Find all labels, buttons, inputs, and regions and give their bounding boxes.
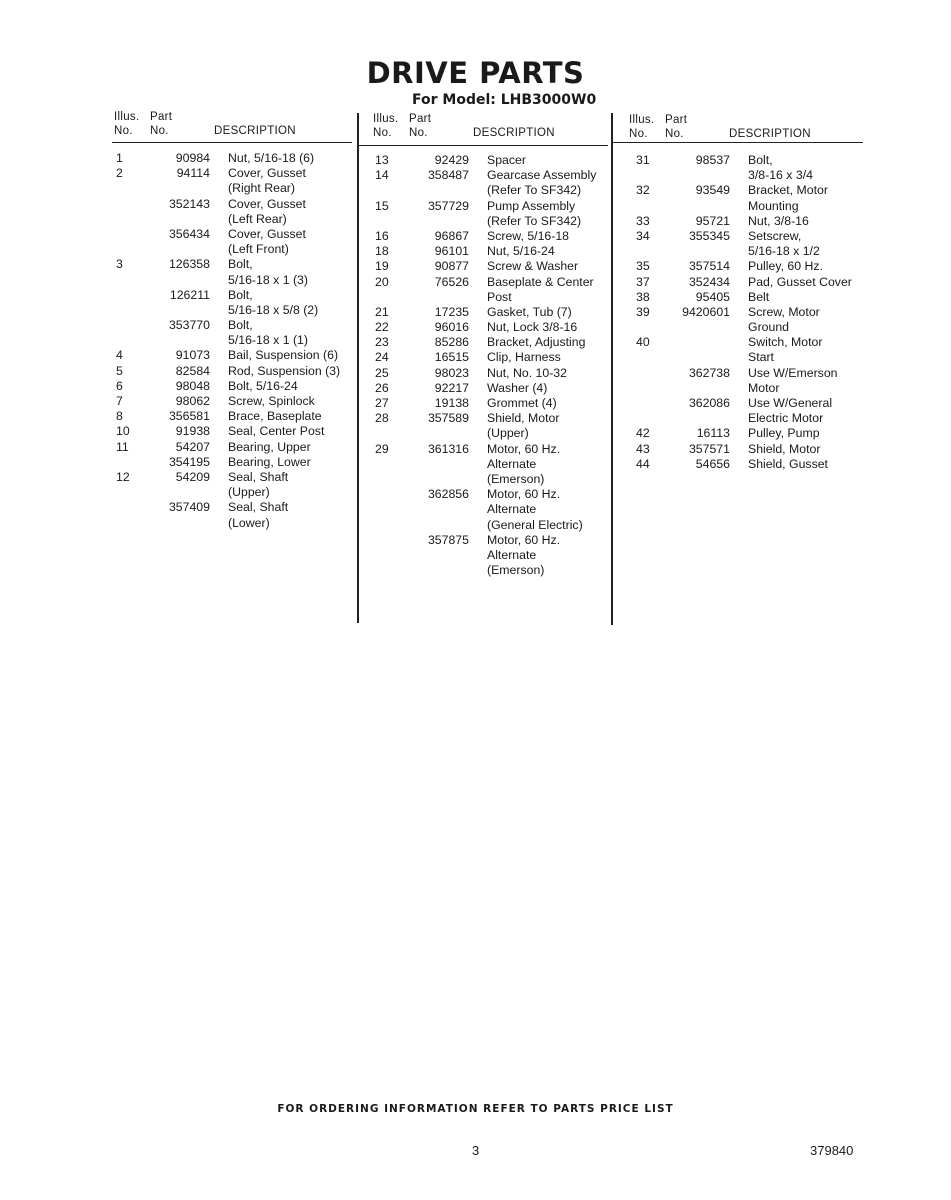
part-description: Cover, Gusset xyxy=(228,166,306,181)
document-number: 379840 xyxy=(810,1143,854,1158)
part-description: Screw, Motor xyxy=(748,304,820,319)
parts-row xyxy=(375,214,607,229)
parts-row xyxy=(636,396,864,411)
parts-row xyxy=(116,303,354,318)
parts-row xyxy=(116,181,354,196)
illus-number: 40 xyxy=(636,335,650,350)
part-description: Shield, Motor xyxy=(487,411,560,426)
header-no: No. xyxy=(629,128,648,140)
parts-row xyxy=(375,153,607,168)
illus-number: 3 xyxy=(116,257,123,272)
part-description: Post xyxy=(487,289,512,304)
illus-number: 11 xyxy=(116,439,129,454)
parts-row xyxy=(116,318,354,333)
illus-number: 8 xyxy=(116,409,123,424)
header-part: Part xyxy=(665,114,688,126)
parts-row xyxy=(636,153,864,168)
parts-row xyxy=(375,199,607,214)
parts-row xyxy=(375,168,607,183)
parts-row xyxy=(116,364,354,379)
part-description: (Refer To SF342) xyxy=(487,213,582,228)
part-description: Nut, 3/8-16 xyxy=(748,213,809,228)
part-description: (Upper) xyxy=(487,426,529,441)
parts-row xyxy=(375,381,607,396)
part-description: Bolt, xyxy=(228,257,253,272)
part-number: 90877 xyxy=(434,259,469,274)
parts-row xyxy=(116,440,354,455)
part-number: 358487 xyxy=(427,168,469,183)
parts-row xyxy=(116,166,354,181)
part-number: 362856 xyxy=(427,487,469,502)
parts-row xyxy=(636,259,864,274)
ordering-note: FOR ORDERING INFORMATION REFER TO PARTS PRICE LIST xyxy=(277,1103,674,1115)
illus-number: 24 xyxy=(375,350,389,365)
illus-number: 20 xyxy=(375,274,389,289)
illus-number: 22 xyxy=(375,320,389,335)
illus-number: 26 xyxy=(375,380,389,395)
parts-row xyxy=(375,275,607,290)
part-number: 126211 xyxy=(169,287,210,302)
parts-row xyxy=(636,290,864,305)
part-description: Screw & Washer xyxy=(487,259,579,274)
parts-column-1 xyxy=(116,151,354,531)
parts-row xyxy=(116,516,354,531)
part-number: 19138 xyxy=(434,396,469,410)
parts-row xyxy=(375,502,607,517)
parts-row xyxy=(116,394,354,409)
illus-number: 5 xyxy=(116,363,123,378)
parts-row xyxy=(116,455,354,470)
parts-row xyxy=(636,426,864,441)
parts-row xyxy=(636,381,864,396)
illus-number: 38 xyxy=(636,289,650,304)
part-number: 91073 xyxy=(175,348,210,363)
part-number: 96101 xyxy=(434,244,469,259)
part-description: Bail, Suspension (6) xyxy=(228,348,339,363)
parts-row xyxy=(375,335,607,350)
part-description: Seal, Shaft xyxy=(228,500,289,515)
header-part: Part xyxy=(150,111,173,123)
part-description: Bracket, Motor xyxy=(748,183,828,198)
illus-number: 43 xyxy=(636,441,650,456)
header-illus: Illus. xyxy=(373,113,399,125)
part-description: 3/8-16 x 3/4 xyxy=(748,168,813,183)
parts-row xyxy=(636,335,864,350)
parts-column-2 xyxy=(375,153,607,578)
part-description: Bolt, xyxy=(228,287,253,302)
part-description: (Left Rear) xyxy=(228,211,287,226)
part-number: 98048 xyxy=(175,378,210,393)
parts-row xyxy=(375,518,607,533)
illus-number: 27 xyxy=(375,396,389,410)
illus-number: 10 xyxy=(116,424,130,439)
part-number: 357409 xyxy=(168,500,210,515)
part-description: Pulley, 60 Hz. xyxy=(748,259,823,274)
part-number: 76526 xyxy=(434,274,469,289)
parts-row xyxy=(636,168,864,183)
part-description: Screw, Spinlock xyxy=(228,394,315,408)
illus-number: 29 xyxy=(375,441,389,456)
part-number: 354195 xyxy=(168,454,210,469)
part-description: Motor xyxy=(748,380,780,395)
header-divider xyxy=(358,145,608,146)
header-part: Part xyxy=(409,113,432,125)
parts-row xyxy=(375,229,607,244)
part-description: Nut, No. 10-32 xyxy=(487,365,567,380)
illus-number: 31 xyxy=(636,153,650,167)
page-title: DRIVE PARTS xyxy=(366,56,585,90)
part-description: Bracket, Adjusting xyxy=(487,335,586,350)
parts-row xyxy=(375,548,607,563)
part-description: Cover, Gusset xyxy=(228,196,306,211)
column-divider xyxy=(357,113,359,623)
parts-row xyxy=(636,214,864,229)
header-part-no: No. xyxy=(409,127,428,139)
parts-row xyxy=(375,411,607,426)
illus-number: 35 xyxy=(636,259,650,274)
parts-row xyxy=(636,199,864,214)
part-description: Nut, Lock 3/8-16 xyxy=(487,320,578,335)
illus-number: 44 xyxy=(636,456,650,471)
part-number: 353770 xyxy=(168,318,210,333)
parts-row xyxy=(375,366,607,381)
part-description: Use W/General xyxy=(748,396,833,410)
parts-row xyxy=(116,485,354,500)
part-number: 54209 xyxy=(175,469,210,484)
part-description: Mounting xyxy=(748,198,799,213)
part-description: Motor, 60 Hz. xyxy=(487,441,561,456)
part-description: Brace, Baseplate xyxy=(228,409,322,424)
parts-row xyxy=(375,472,607,487)
part-number: 362086 xyxy=(688,396,730,410)
part-number: 9420601 xyxy=(682,304,730,319)
part-description: Start xyxy=(748,350,774,365)
part-description: Bolt, xyxy=(748,153,773,167)
header-description: DESCRIPTION xyxy=(729,128,811,140)
parts-row xyxy=(375,350,607,365)
parts-row xyxy=(116,470,354,485)
part-description: Alternate xyxy=(487,456,537,471)
parts-row xyxy=(116,257,354,272)
part-number: 357875 xyxy=(427,532,469,547)
part-description: Motor, 60 Hz. xyxy=(487,487,561,502)
part-number: 357514 xyxy=(688,259,730,274)
parts-row xyxy=(116,242,354,257)
illus-number: 7 xyxy=(116,394,123,408)
part-number: 357729 xyxy=(427,198,469,213)
part-description: Gearcase Assembly xyxy=(487,168,597,183)
illus-number: 12 xyxy=(116,469,130,484)
parts-row xyxy=(375,396,607,411)
parts-row xyxy=(116,288,354,303)
parts-row xyxy=(375,320,607,335)
part-description: Ground xyxy=(748,320,790,335)
parts-row xyxy=(375,305,607,320)
part-description: Bearing, Upper xyxy=(228,439,311,454)
parts-row xyxy=(636,366,864,381)
part-description: (General Electric) xyxy=(487,517,583,532)
part-number: 93549 xyxy=(695,183,730,198)
part-description: Nut, 5/16-18 (6) xyxy=(228,151,315,165)
part-number: 362738 xyxy=(688,365,730,380)
header-description: DESCRIPTION xyxy=(473,127,555,139)
part-number: 357571 xyxy=(688,441,730,456)
part-description: Seal, Shaft xyxy=(228,469,289,484)
part-number: 96867 xyxy=(434,228,469,243)
parts-row xyxy=(116,379,354,394)
illus-number: 14 xyxy=(375,168,389,183)
part-number: 126358 xyxy=(168,257,210,272)
illus-number: 32 xyxy=(636,183,650,198)
illus-number: 37 xyxy=(636,274,650,289)
part-description: 5/16-18 x 1 (3) xyxy=(228,272,308,287)
header-illus: Illus. xyxy=(629,114,655,126)
page-number: 3 xyxy=(472,1143,480,1158)
part-number: 96016 xyxy=(434,320,469,335)
parts-row xyxy=(375,290,607,305)
header-divider xyxy=(112,142,352,143)
illus-number: 18 xyxy=(375,244,389,259)
header-part-no: No. xyxy=(150,125,169,137)
illus-number: 39 xyxy=(636,304,650,319)
part-description: 5/16-18 x 1 (1) xyxy=(228,333,308,348)
parts-row xyxy=(636,411,864,426)
part-description: (Emerson) xyxy=(487,471,545,486)
part-description: Alternate xyxy=(487,547,537,562)
part-number: 82584 xyxy=(175,363,210,378)
part-description: Shield, Motor xyxy=(748,441,821,456)
parts-row xyxy=(375,183,607,198)
illus-number: 15 xyxy=(375,198,389,213)
column-divider xyxy=(611,113,613,625)
illus-number: 28 xyxy=(375,411,389,426)
part-description: Bolt, xyxy=(228,318,253,333)
part-number: 17235 xyxy=(434,304,469,319)
part-description: Grommet (4) xyxy=(487,396,557,410)
part-description: (Refer To SF342) xyxy=(487,183,582,198)
parts-row xyxy=(116,227,354,242)
parts-row xyxy=(636,183,864,198)
part-number: 98023 xyxy=(434,365,469,380)
header-illus: Illus. xyxy=(114,111,140,123)
part-description: (Left Front) xyxy=(228,242,289,257)
parts-row xyxy=(116,409,354,424)
part-description: Bearing, Lower xyxy=(228,454,311,469)
part-description: Use W/Emerson xyxy=(748,365,838,380)
illus-number: 25 xyxy=(375,365,389,380)
illus-number: 34 xyxy=(636,228,650,243)
part-description: Spacer xyxy=(487,153,526,167)
illus-number: 42 xyxy=(636,426,650,441)
part-description: Seal, Center Post xyxy=(228,424,325,439)
part-description: Nut, 5/16-24 xyxy=(487,244,555,259)
part-number: 98537 xyxy=(695,153,730,167)
part-description: (Emerson) xyxy=(487,563,545,578)
part-description: (Right Rear) xyxy=(228,181,295,196)
part-number: 356581 xyxy=(168,409,210,424)
parts-row xyxy=(375,244,607,259)
part-description: Motor, 60 Hz. xyxy=(487,532,561,547)
illus-number: 23 xyxy=(375,335,389,350)
part-description: Cover, Gusset xyxy=(228,226,306,241)
parts-row xyxy=(116,333,354,348)
part-number: 54656 xyxy=(695,456,730,471)
header-divider xyxy=(612,142,863,143)
parts-row xyxy=(375,442,607,457)
parts-row xyxy=(116,197,354,212)
parts-row xyxy=(636,275,864,290)
parts-row xyxy=(375,487,607,502)
parts-row xyxy=(116,212,354,227)
parts-row xyxy=(116,424,354,439)
part-description: Pump Assembly xyxy=(487,198,576,213)
illus-number: 6 xyxy=(116,378,123,393)
parts-column-3 xyxy=(636,153,864,472)
part-description: Bolt, 5/16-24 xyxy=(228,378,298,393)
part-number: 91938 xyxy=(175,424,210,439)
part-number: 94114 xyxy=(176,166,210,181)
part-number: 356434 xyxy=(168,226,210,241)
parts-row xyxy=(375,259,607,274)
parts-row xyxy=(375,426,607,441)
illus-number: 16 xyxy=(375,228,389,243)
part-description: Washer (4) xyxy=(487,380,548,395)
parts-row xyxy=(636,244,864,259)
header-no: No. xyxy=(114,125,133,137)
parts-row xyxy=(375,563,607,578)
part-number: 357589 xyxy=(427,411,469,426)
part-number: 95405 xyxy=(695,289,730,304)
part-description: Setscrew, xyxy=(748,228,802,243)
parts-row xyxy=(375,533,607,548)
header-description: DESCRIPTION xyxy=(214,125,296,137)
illus-number: 13 xyxy=(375,153,389,167)
parts-row xyxy=(636,457,864,472)
part-number: 54207 xyxy=(175,439,210,454)
part-number: 90984 xyxy=(175,151,210,165)
parts-row xyxy=(116,348,354,363)
part-description: Electric Motor xyxy=(748,411,824,426)
header-no: No. xyxy=(373,127,392,139)
part-description: Belt xyxy=(748,289,770,304)
illus-number: 2 xyxy=(116,166,123,181)
part-description: Shield, Gusset xyxy=(748,456,828,471)
illus-number: 19 xyxy=(375,259,389,274)
part-description: (Upper) xyxy=(228,485,270,500)
illus-number: 1 xyxy=(116,151,123,165)
parts-row xyxy=(116,273,354,288)
part-description: Clip, Harness xyxy=(487,350,561,365)
part-number: 355345 xyxy=(688,228,730,243)
parts-row xyxy=(116,500,354,515)
part-description: Pulley, Pump xyxy=(748,426,820,441)
parts-row xyxy=(636,320,864,335)
part-number: 98062 xyxy=(175,394,210,408)
part-description: Rod, Suspension (3) xyxy=(228,363,341,378)
part-description: Baseplate & Center xyxy=(487,274,594,289)
part-description: Screw, 5/16-18 xyxy=(487,228,570,243)
part-number: 352143 xyxy=(168,196,210,211)
parts-row xyxy=(116,151,354,166)
part-number: 85286 xyxy=(434,335,469,350)
illus-number: 4 xyxy=(116,348,123,363)
part-number: 352434 xyxy=(688,274,730,289)
parts-row xyxy=(636,229,864,244)
part-number: 16113 xyxy=(696,426,730,441)
header-part-no: No. xyxy=(665,128,684,140)
part-number: 16515 xyxy=(434,350,469,365)
part-description: Switch, Motor xyxy=(748,335,823,350)
parts-row xyxy=(636,442,864,457)
part-description: Gasket, Tub (7) xyxy=(487,304,572,319)
model-subtitle: For Model: LHB3000W0 xyxy=(412,92,597,108)
part-description: 5/16-18 x 1/2 xyxy=(748,244,820,259)
part-description: (Lower) xyxy=(228,515,270,530)
part-number: 361316 xyxy=(427,441,469,456)
part-description: 5/16-18 x 5/8 (2) xyxy=(228,302,319,317)
parts-row xyxy=(636,305,864,320)
part-number: 92429 xyxy=(434,153,469,167)
parts-row xyxy=(636,350,864,365)
parts-row xyxy=(375,457,607,472)
part-description: Alternate xyxy=(487,502,537,517)
part-number: 92217 xyxy=(434,380,469,395)
part-description: Pad, Gusset Cover xyxy=(748,274,852,289)
illus-number: 21 xyxy=(375,304,389,319)
illus-number: 33 xyxy=(636,213,650,228)
part-number: 95721 xyxy=(695,213,730,228)
